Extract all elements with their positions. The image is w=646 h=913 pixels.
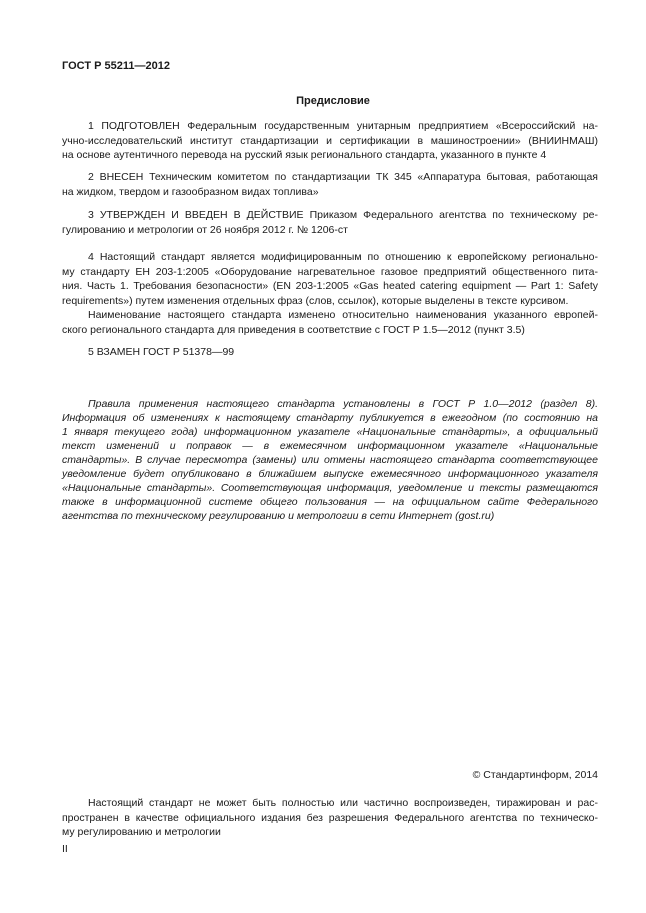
text-line: 1 ПОДГОТОВЛЕН Федеральным государственным унитарным предприятием «Всероссийский на-	[88, 120, 598, 132]
document-header: ГОСТ Р 55211—2012	[62, 60, 170, 72]
application-notice	[62, 397, 598, 523]
text-line: Настоящий стандарт не может быть полностью или частично воспроизведен, тиражирован и рас-	[88, 797, 598, 809]
text-line: на основе аутентичного перевода на русский язык регионального стандарта, указанного в пункте 4	[62, 149, 547, 161]
text-line: Правила применения настоящего стандарта установлены в ГОСТ Р 1.0—2012 (раздел 8).	[88, 398, 598, 410]
foreword-item-3	[62, 208, 598, 237]
text-line: му регулированию и метрологии	[62, 826, 221, 838]
text-line: «Национальные стандарты». Соответствующая информация, уведомление и тексты размещаются	[62, 482, 598, 494]
text-line: ского регионального стандарта для приведения в соответствие с ГОСТ Р 1.5—2012 (пункт 3.5)	[62, 323, 525, 336]
text-line: 2 ВНЕСЕН Техническим комитетом по стандартизации ТК 345 «Аппаратура бытовая, работающая	[88, 171, 598, 183]
foreword-item-2	[62, 170, 598, 199]
text-line: текст изменений и поправок — в ежемесячном информационном указателе «Национальные	[62, 440, 598, 452]
text-line: гулированию и метрологии от 26 ноября 2012 г. № 1206-ст	[62, 223, 348, 236]
page-number: II	[62, 843, 68, 855]
text-line: 1 января текущего года) информационном указателе «Национальные стандарты», а официальный	[62, 426, 598, 438]
foreword-item-5	[62, 345, 598, 360]
text-line: также в информационной системе общего пользования — на официальном сайте Федерального	[62, 496, 598, 508]
text-line: на жидком, твердом и газообразном видах топлива»	[62, 185, 319, 198]
text-line: Информация об изменениях к настоящему стандарту публикуется в ежегодном (по состоянию на	[62, 412, 598, 424]
text-line: 3 УТВЕРЖДЕН И ВВЕДЕН В ДЕЙСТВИЕ Приказом Федерального агентства по техническому ре-	[88, 209, 598, 221]
text-line: стандарты». В случае пересмотра (замены) или отмены настоящего стандарта соответствующее	[62, 454, 598, 466]
text-line: пространен в качестве официального издания без разрешения Федерального агентства по техническо-	[62, 811, 598, 824]
text-line: 5 ВЗАМЕН ГОСТ Р 51378—99	[88, 346, 235, 358]
foreword-item-4	[62, 250, 598, 337]
text-line: ния. Часть 1. Требования безопасности» (EN 203-1:2005 «Gas heated catering equipment — Part 1: Safety	[62, 280, 598, 292]
foreword-item-1	[62, 119, 598, 163]
text-line: requirements») путем изменения отдельных фраз (слов, ссылок), которые выделены в тексте курсивом.	[62, 294, 569, 307]
text-line: агентства по техническому регулированию и метрологии в сети Интернет (gost.ru)	[62, 510, 495, 522]
text-line: Наименование настоящего стандарта изменено относительно наименования указанного европей-	[88, 309, 598, 321]
rights-notice	[62, 796, 598, 840]
text-line: учно-исследовательский институт стандартизации и сертификации в машиностроении» (ВНИИНМАШ)	[62, 134, 598, 147]
text-line: му стандарту ЕН 203-1:2005 «Оборудование нагревательное газовое предприятий общественного пита-	[62, 265, 598, 278]
copyright: © Стандартинформ, 2014	[472, 769, 598, 781]
section-title: Предисловие	[296, 95, 370, 107]
text-line: 4 Настоящий стандарт является модифицированным по отношению к европейскому регионально-	[88, 251, 598, 263]
text-line: уведомление будет опубликовано в ближайшем выпуске ежемесячного информационного указателя	[62, 468, 598, 480]
